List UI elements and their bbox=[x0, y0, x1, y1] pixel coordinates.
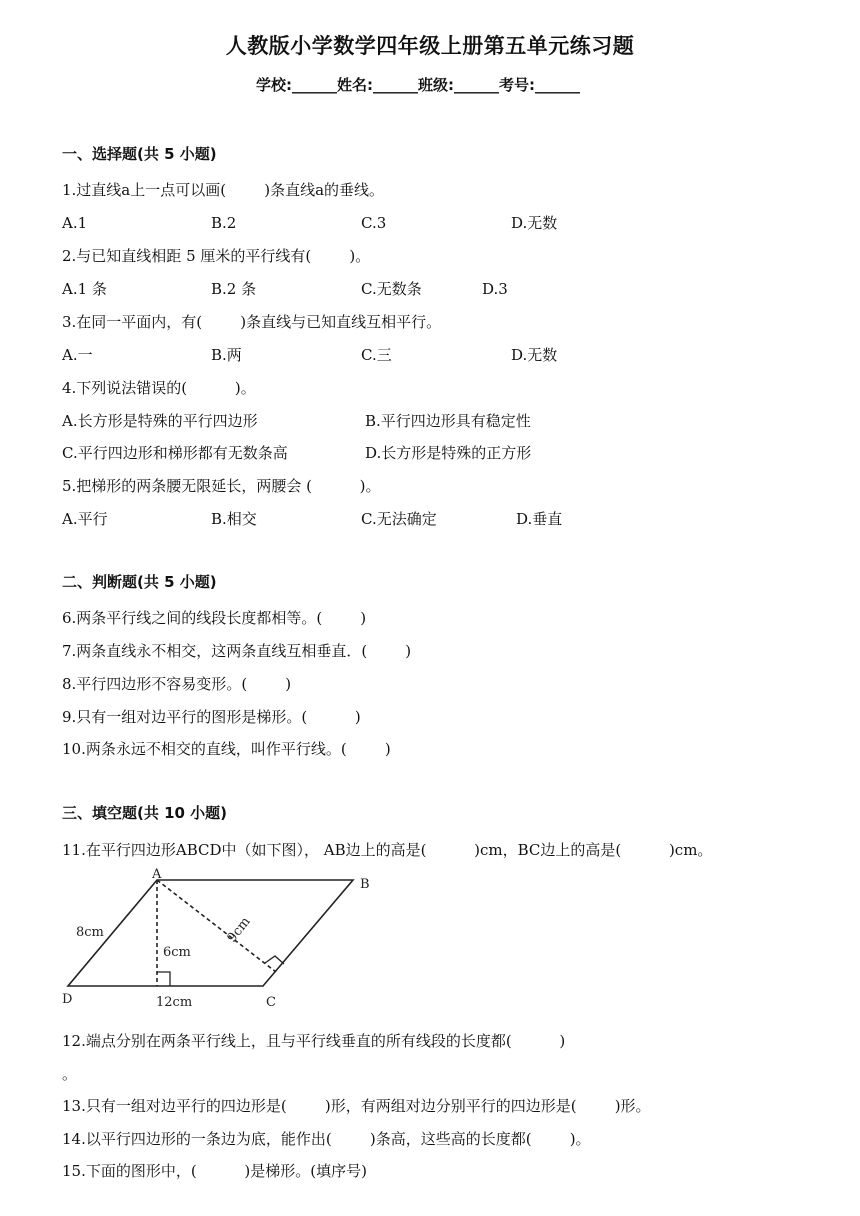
question-1: 1.过直线a上一点可以画( )条直线a的垂线。 bbox=[62, 181, 385, 199]
height-9cm-label: 9cm bbox=[224, 914, 254, 946]
section-heading-judge: 二、判断题(共 5 小题) bbox=[62, 573, 217, 591]
option-3b: B.两 bbox=[211, 346, 242, 364]
option-1c: C.3 bbox=[361, 214, 387, 232]
option-4b: B.平行四边形具有稳定性 bbox=[365, 412, 531, 430]
parallelogram-figure bbox=[60, 866, 380, 1012]
side-8cm-label: 8cm bbox=[76, 925, 104, 940]
option-5d: D.垂直 bbox=[516, 510, 563, 528]
option-3c: C.三 bbox=[361, 346, 392, 364]
option-5a: A.平行 bbox=[62, 510, 108, 528]
question-3: 3.在同一平面内，有( )条直线与已知直线互相平行。 bbox=[62, 313, 442, 331]
option-5b: B.相交 bbox=[211, 510, 257, 528]
question-11: 11.在平行四边形ABCD中（如下图）， AB边上的高是( )cm，BC边上的高是( )cm。 bbox=[62, 841, 713, 859]
option-1d: D.无数 bbox=[511, 214, 558, 232]
question-15: 15.下面的图形中，( )是梯形。(填序号) bbox=[62, 1162, 367, 1180]
question-2: 2.与已知直线相距 5 厘米的平行线有( )。 bbox=[62, 247, 371, 265]
option-1a: A.1 bbox=[62, 214, 88, 232]
question-6: 6.两条平行线之间的线段长度都相等。( ) bbox=[62, 609, 367, 627]
base-12cm-label: 12cm bbox=[156, 995, 193, 1010]
vertex-b-label: B bbox=[360, 877, 370, 892]
question-12-ending: 。 bbox=[62, 1065, 78, 1083]
option-2c: C.无数条 bbox=[361, 280, 422, 298]
option-1b: B.2 bbox=[211, 214, 237, 232]
question-8: 8.平行四边形不容易变形。( ) bbox=[62, 675, 292, 693]
question-4: 4.下列说法错误的( )。 bbox=[62, 379, 256, 397]
parallelogram-outline bbox=[68, 880, 353, 986]
question-9: 9.只有一组对边平行的图形是梯形。( ) bbox=[62, 708, 361, 726]
vertex-c-label: C bbox=[266, 995, 276, 1010]
option-2b: B.2 条 bbox=[211, 280, 257, 298]
option-2d: D.3 bbox=[482, 280, 508, 298]
question-12: 12.端点分别在两条平行线上，且与平行线垂直的所有线段的长度都( ) bbox=[62, 1032, 566, 1050]
question-5: 5.把梯形的两条腰无限延长，两腰会 ( )。 bbox=[62, 477, 381, 495]
section-heading-fill: 三、填空题(共 10 小题) bbox=[62, 804, 228, 822]
page-title: 人教版小学数学四年级上册第五单元练习题 bbox=[225, 34, 635, 58]
right-angle-mark-1 bbox=[157, 972, 170, 986]
vertex-d-label: D bbox=[62, 992, 73, 1007]
option-5c: C.无法确定 bbox=[361, 510, 437, 528]
option-2a: A.1 条 bbox=[62, 280, 107, 298]
question-14: 14.以平行四边形的一条边为底，能作出( )条高，这些高的长度都( )。 bbox=[62, 1130, 591, 1148]
question-13: 13.只有一组对边平行的四边形是( )形，有两组对边分别平行的四边形是( )形。 bbox=[62, 1097, 651, 1115]
question-7: 7.两条直线永不相交，这两条直线互相垂直．( ) bbox=[62, 642, 412, 660]
question-10: 10.两条永远不相交的直线，叫作平行线。( ) bbox=[62, 740, 391, 758]
option-3a: A.一 bbox=[62, 346, 93, 364]
right-angle-mark-2 bbox=[265, 956, 284, 964]
section-heading-choice: 一、选择题(共 5 小题) bbox=[62, 145, 217, 163]
option-3d: D.无数 bbox=[511, 346, 558, 364]
option-4c: C.平行四边形和梯形都有无数条高 bbox=[62, 444, 288, 462]
option-4a: A.长方形是特殊的平行四边形 bbox=[62, 412, 258, 430]
height-6cm-label: 6cm bbox=[163, 945, 191, 960]
option-4d: D.长方形是特殊的正方形 bbox=[365, 444, 532, 462]
student-info-line: 学校:______姓名:______班级:______考号:______ bbox=[256, 76, 580, 94]
vertex-a-label: A bbox=[152, 867, 162, 882]
